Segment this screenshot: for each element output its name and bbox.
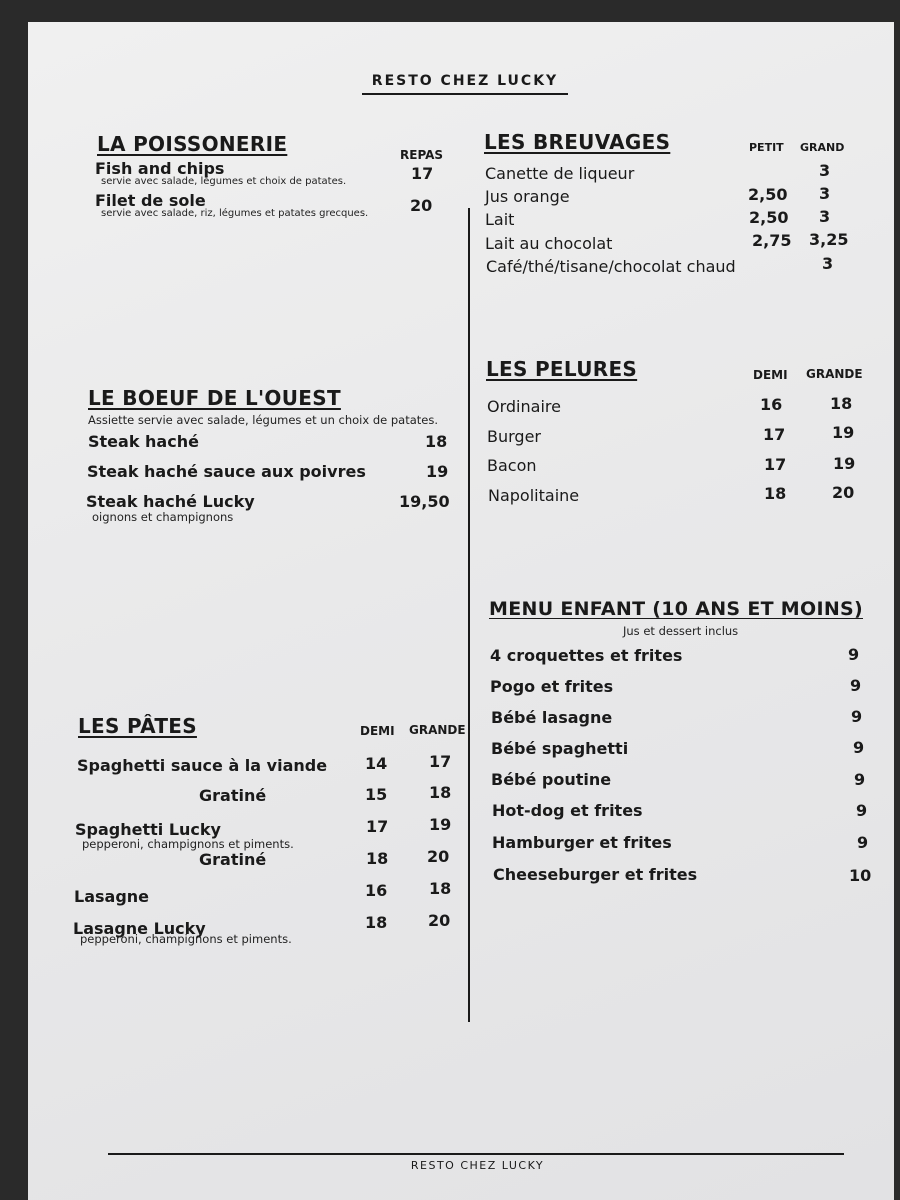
item-name: Canette de liqueur: [485, 164, 635, 183]
column-divider: [468, 208, 470, 1022]
item-price-demi: 18: [764, 484, 787, 503]
item-price: 19: [426, 462, 449, 481]
item-price: 9: [857, 833, 869, 852]
item-price-demi: 17: [764, 455, 787, 474]
item-name: Lait au chocolat: [485, 234, 613, 253]
item-price-grand: 3,25: [809, 230, 849, 249]
item-name: Bacon: [487, 456, 537, 475]
item-name: Ordinaire: [487, 397, 561, 416]
item-price-grand: 3: [819, 207, 831, 226]
col-header-grand: GRAND: [800, 141, 845, 154]
item-price-grande: 19: [429, 815, 452, 834]
item-price-grande: 19: [832, 423, 855, 442]
item-price: 9: [853, 738, 865, 757]
section-title-boeuf: LE BOEUF DE L'OUEST: [88, 386, 341, 410]
col-header-petit: PETIT: [749, 141, 784, 154]
item-price-demi: 16: [365, 881, 388, 900]
item-price: 9: [850, 676, 862, 695]
item-name: Steak haché: [88, 432, 199, 451]
col-header-repas: REPAS: [400, 148, 444, 162]
item-price-grande: 20: [428, 911, 451, 930]
item-name: Burger: [487, 427, 541, 446]
item-name: Filet de sole: [95, 191, 206, 210]
item-name: Steak haché sauce aux poivres: [87, 462, 366, 481]
item-price: 19,50: [399, 492, 450, 511]
item-name: Lasagne: [74, 887, 150, 906]
item-price-demi: 14: [365, 754, 388, 773]
footer-rule: [108, 1153, 844, 1155]
item-name: Bébé lasagne: [491, 708, 613, 727]
item-description: servie avec salade, riz, légumes et patates grecques.: [101, 208, 369, 219]
section-title-pelures: LES PELURES: [486, 357, 638, 381]
item-name: Cheeseburger et frites: [493, 865, 698, 884]
item-price: 10: [849, 866, 872, 885]
item-name: Lait: [485, 210, 515, 229]
item-name: Gratiné: [199, 850, 267, 869]
item-price-demi: 16: [760, 395, 783, 414]
item-price-petit: 2,50: [748, 185, 788, 204]
item-price-petit: 2,75: [752, 231, 792, 250]
item-price-grande: 17: [429, 752, 452, 771]
section-description: Jus et dessert inclus: [623, 624, 739, 638]
item-description: pepperoni, champignons et piments.: [80, 932, 292, 946]
section-title-breuvages: LES BREUVAGES: [484, 130, 671, 154]
item-price-demi: 17: [763, 425, 786, 444]
item-price-grand: 3: [819, 161, 831, 180]
item-price-demi: 17: [366, 817, 389, 836]
restaurant-name: RESTO CHEZ LUCKY: [362, 73, 568, 95]
item-price-grande: 18: [429, 879, 452, 898]
item-name: Napolitaine: [488, 486, 580, 505]
item-price: 9: [856, 801, 868, 820]
section-title-poissonerie: LA POISSONERIE: [97, 132, 288, 156]
item-price-grande: 18: [429, 783, 452, 802]
item-name: Spaghetti Lucky: [75, 820, 221, 839]
item-description: pepperoni, champignons et piments.: [82, 837, 294, 851]
col-header-grande: GRANDE: [409, 723, 466, 737]
section-title-pates: LES PÂTES: [78, 714, 197, 738]
item-price: 17: [411, 164, 434, 183]
item-name: Bébé poutine: [491, 770, 612, 789]
item-price-demi: 18: [365, 913, 388, 932]
item-price-demi: 15: [365, 785, 388, 804]
item-price-grand: 3: [822, 254, 834, 273]
item-name: Hamburger et frites: [492, 833, 672, 852]
item-name: Jus orange: [485, 187, 570, 206]
item-name: Bébé spaghetti: [491, 739, 629, 758]
item-price-petit: 2,50: [749, 208, 789, 227]
item-name: Gratiné: [199, 786, 267, 805]
section-title-menu-enfant: MENU ENFANT (10 ANS ET MOINS): [489, 598, 863, 620]
item-price-grande: 18: [830, 394, 853, 413]
item-description: servie avec salade, légumes et choix de patates.: [101, 176, 347, 187]
item-price: 20: [410, 196, 433, 215]
item-price: 9: [854, 770, 866, 789]
item-name: Lasagne Lucky: [73, 919, 206, 938]
col-header-demi: DEMI: [753, 368, 788, 382]
section-description: Assiette servie avec salade, légumes et un choix de patates.: [88, 413, 438, 427]
item-price: 9: [851, 707, 863, 726]
item-name: Hot-dog et frites: [492, 801, 643, 820]
item-price-grande: 19: [833, 454, 856, 473]
item-name: 4 croquettes et frites: [490, 646, 683, 665]
item-description: oignons et champignons: [92, 510, 234, 524]
footer-restaurant-name: RESTO CHEZ LUCKY: [410, 1159, 545, 1172]
item-name: Pogo et frites: [490, 677, 614, 696]
item-price-grand: 3: [819, 184, 831, 203]
item-name: Spaghetti sauce à la viande: [77, 756, 328, 775]
menu-header: [0, 73, 900, 89]
item-price-grande: 20: [427, 847, 450, 866]
item-name: Café/thé/tisane/chocolat chaud: [486, 257, 736, 276]
item-price-demi: 18: [366, 849, 389, 868]
item-price: 18: [425, 432, 448, 451]
item-price-grande: 20: [832, 483, 855, 502]
item-name: Fish and chips: [95, 159, 225, 178]
item-name: Steak haché Lucky: [86, 492, 255, 511]
col-header-demi: DEMI: [360, 724, 395, 738]
col-header-grande: GRANDE: [806, 367, 863, 381]
item-price: 9: [848, 645, 860, 664]
